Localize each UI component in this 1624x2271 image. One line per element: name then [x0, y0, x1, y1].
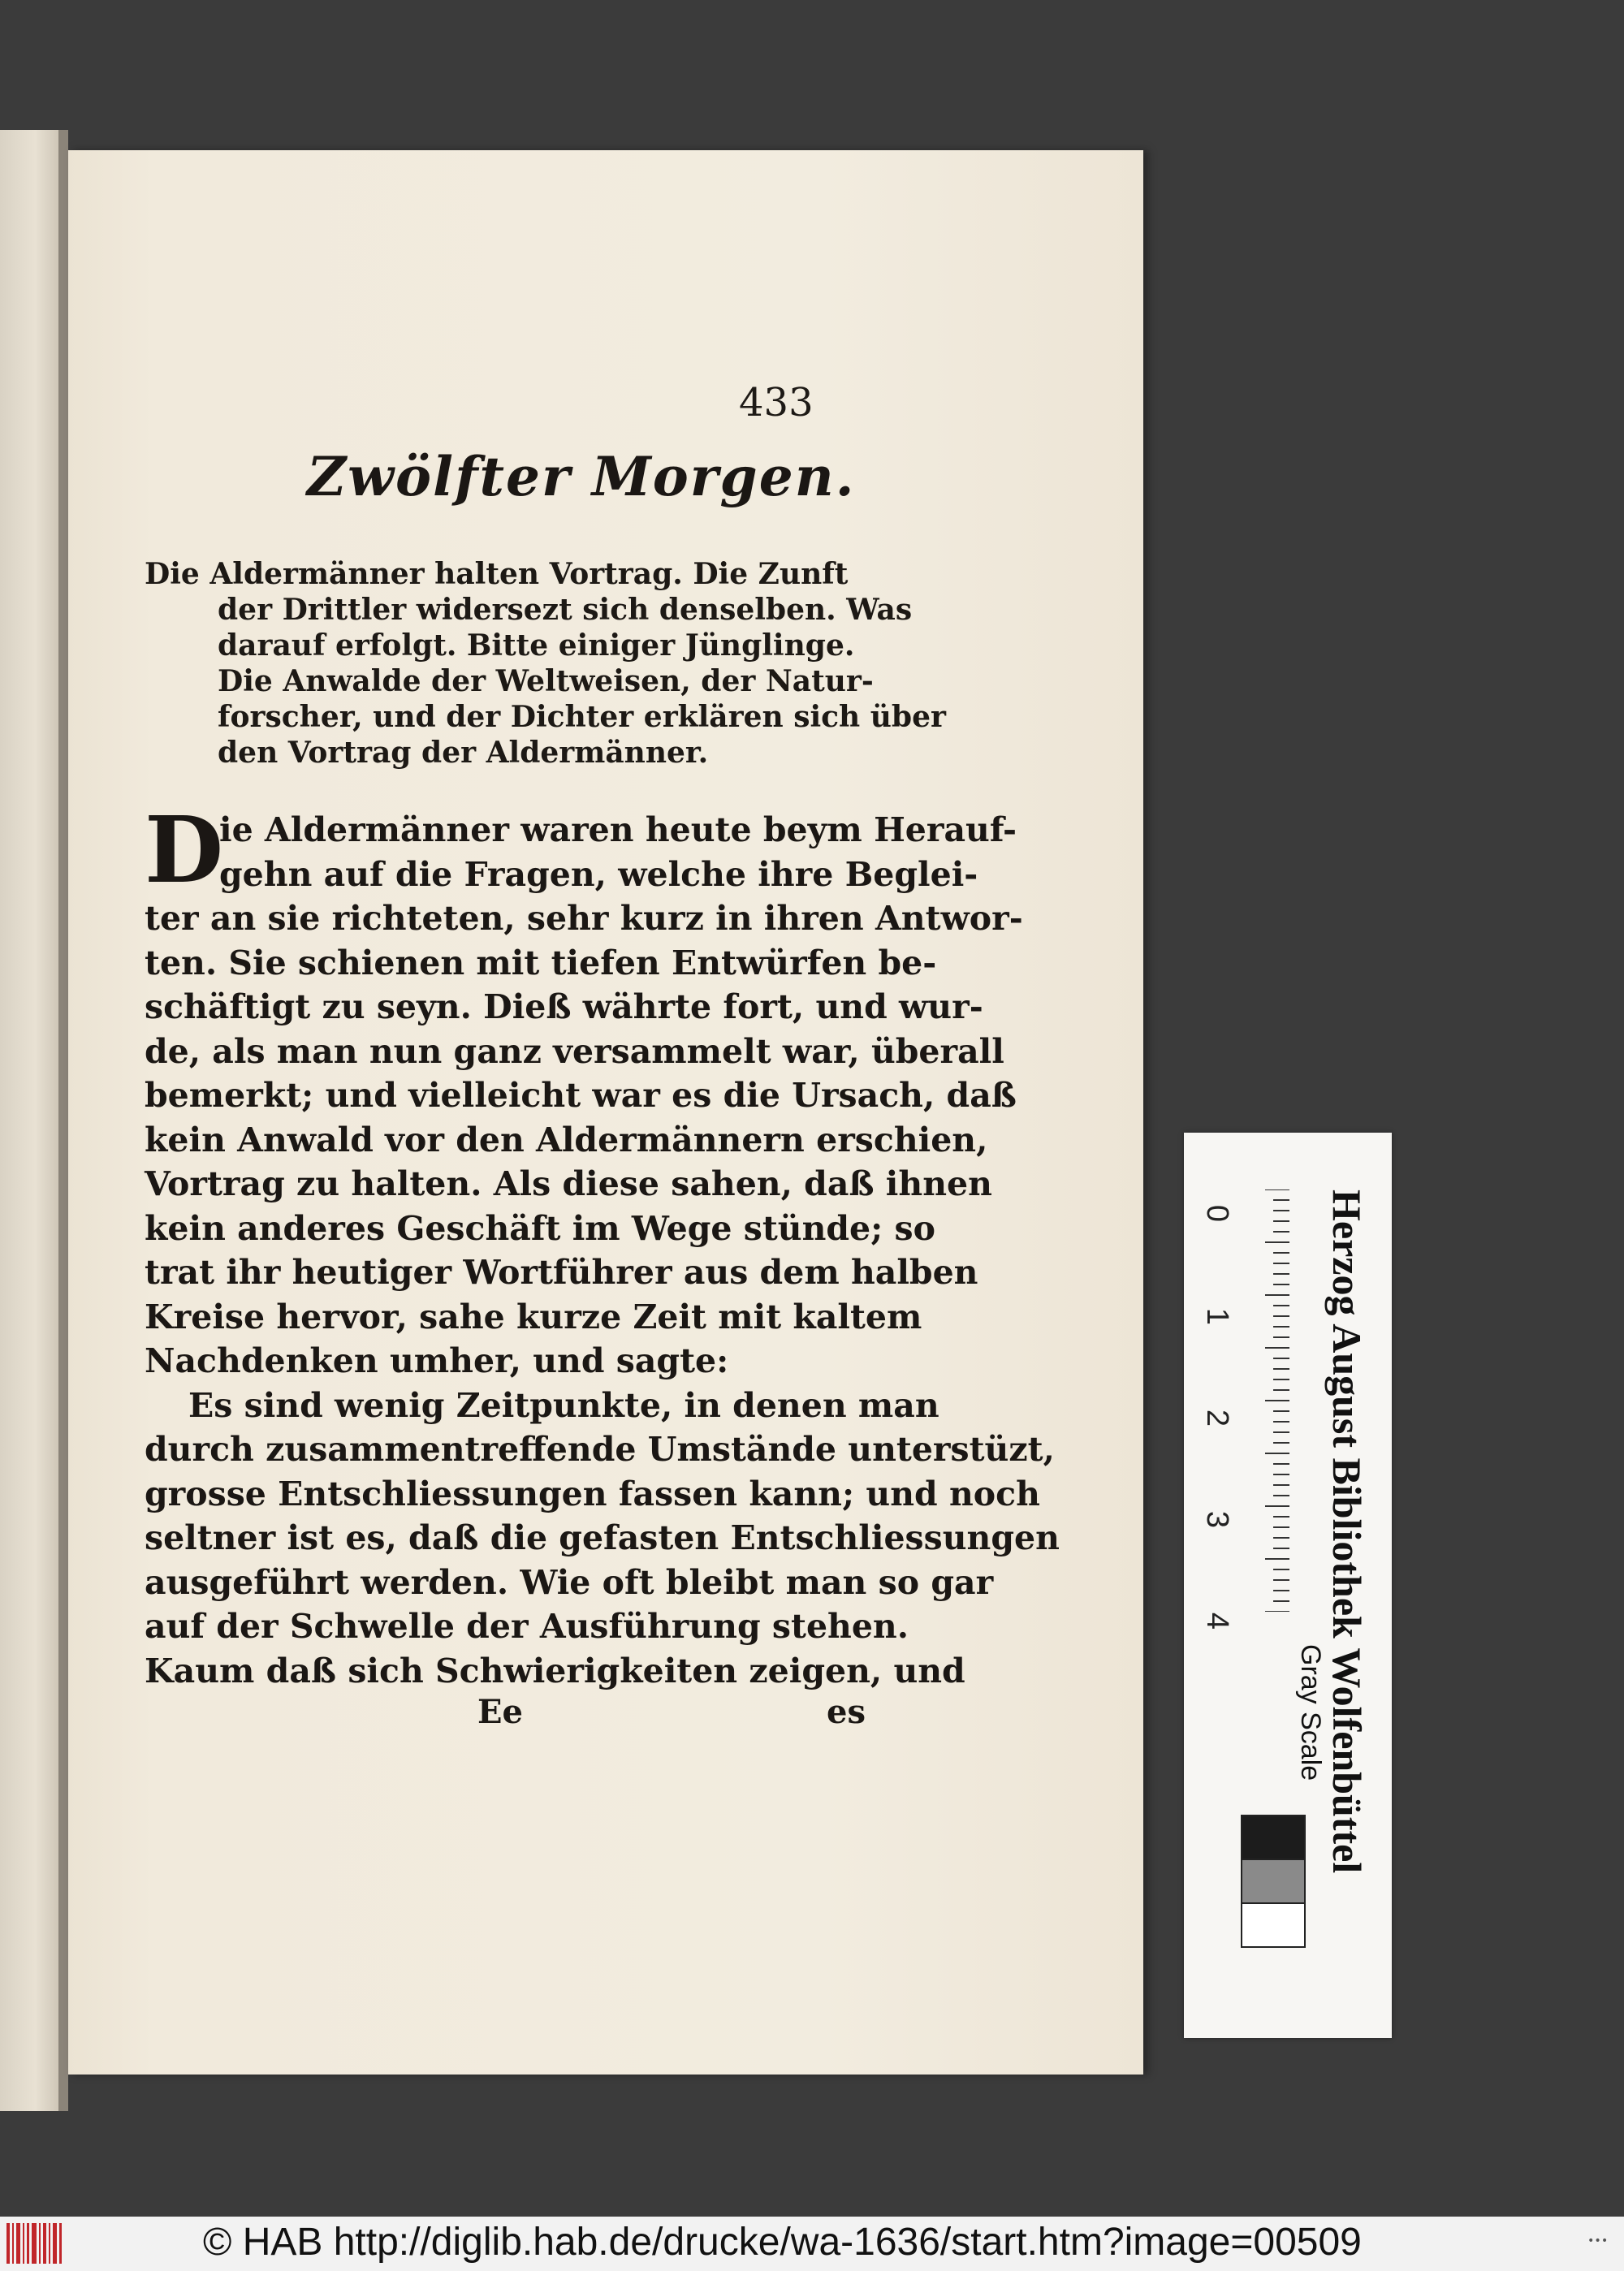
summary-line: darauf erfolgt. Bitte einiger Jünglinge. [218, 628, 855, 663]
summary-line: Die Aldermänner halten Vortrag. Die Zunft [145, 557, 849, 591]
body-line: Kaum daß sich Schwierigkeiten zeigen, und [145, 1651, 965, 1690]
ruler-number: 4 [1200, 1612, 1235, 1630]
body-line: auf der Schwelle der Ausführung stehen. [145, 1607, 909, 1646]
body-line: ten. Sie schienen mit tiefen Entwürfen be- [145, 943, 937, 982]
body-text [145, 808, 1060, 1693]
summary-line: den Vortrag der Aldermänner. [218, 736, 709, 770]
ruler-number: 2 [1200, 1409, 1235, 1427]
drop-cap: D [145, 797, 224, 904]
summary-line: Die Anwalde der Weltweisen, der Natur- [218, 664, 874, 698]
body-line: bemerkt; und vielleicht war es die Ursach, daß [145, 1076, 1017, 1115]
summary-line: der Drittler widersezt sich denselben. Was [218, 593, 913, 627]
footer-bar [0, 2217, 1624, 2271]
gray-patch-mid [1241, 1859, 1306, 1904]
book-gutter [58, 130, 68, 2111]
body-line: seltner ist es, daß die gefasten Entschliessungen [145, 1518, 1060, 1557]
body-line: kein anderes Geschäft im Wege stünde; so [145, 1208, 935, 1248]
body-line: grosse Entschliessungen fassen kann; und noch [145, 1474, 1040, 1513]
summary-line: forscher, und der Dichter erklären sich über [218, 700, 946, 734]
copyright-url: © HAB http://diglib.hab.de/drucke/wa-1636/start.htm?image=00509 [203, 2221, 1362, 2264]
body-line: Es sind wenig Zeitpunkte, in denen man [188, 1385, 939, 1425]
body-line: Nachdenken umher, und sagte: [145, 1341, 729, 1380]
body-line: ie Aldermänner waren heute beym Herauf- [219, 810, 1017, 849]
body-line: ausgeführt werden. Wie oft bleibt man so gar [145, 1562, 994, 1602]
gray-patch-white [1241, 1902, 1306, 1948]
body-line: durch zusammentreffende Umstände unterstüzt, [145, 1430, 1055, 1469]
body-line: de, als man nun ganz versammelt war, überall [145, 1031, 1004, 1071]
ruler-ticks [1265, 1189, 1289, 1612]
chapter-summary [145, 556, 946, 771]
body-line: Vortrag zu halten. Als diese sahen, daß ihnen [145, 1164, 992, 1203]
chapter-heading: Zwölfter Morgen. [307, 445, 856, 508]
body-line: Kreise hervor, sahe kurze Zeit mit kaltem [145, 1297, 922, 1336]
ruler-number: 3 [1200, 1510, 1235, 1529]
page-number: 433 [739, 380, 814, 425]
body-line: schäftigt zu seyn. Dieß währte fort, und wur- [145, 987, 983, 1026]
body-line: gehn auf die Fragen, welche ihre Beglei- [219, 854, 978, 894]
signature-mark: Ee [477, 1693, 523, 1731]
color-reference-card [1184, 1133, 1392, 2038]
barcode-icon [6, 2223, 65, 2264]
institution-label: Herzog August Bibliothek Wolfenbüttel [1324, 1189, 1370, 1874]
ruler-number: 0 [1200, 1204, 1235, 1223]
footer-dots: ••• [1587, 2234, 1609, 2247]
body-line: trat ihr heutiger Wortführer aus dem halben [145, 1253, 978, 1292]
facing-page-edge [0, 130, 58, 2111]
gray-patch-black [1241, 1815, 1306, 1860]
gray-scale-label: Gray Scale [1295, 1644, 1326, 1781]
ruler-number: 1 [1200, 1307, 1235, 1326]
body-line: ter an sie richteten, sehr kurz in ihren Antwor- [145, 899, 1023, 938]
body-line: kein Anwald vor den Aldermännern erschien, [145, 1120, 988, 1159]
catchword: es [827, 1693, 866, 1731]
